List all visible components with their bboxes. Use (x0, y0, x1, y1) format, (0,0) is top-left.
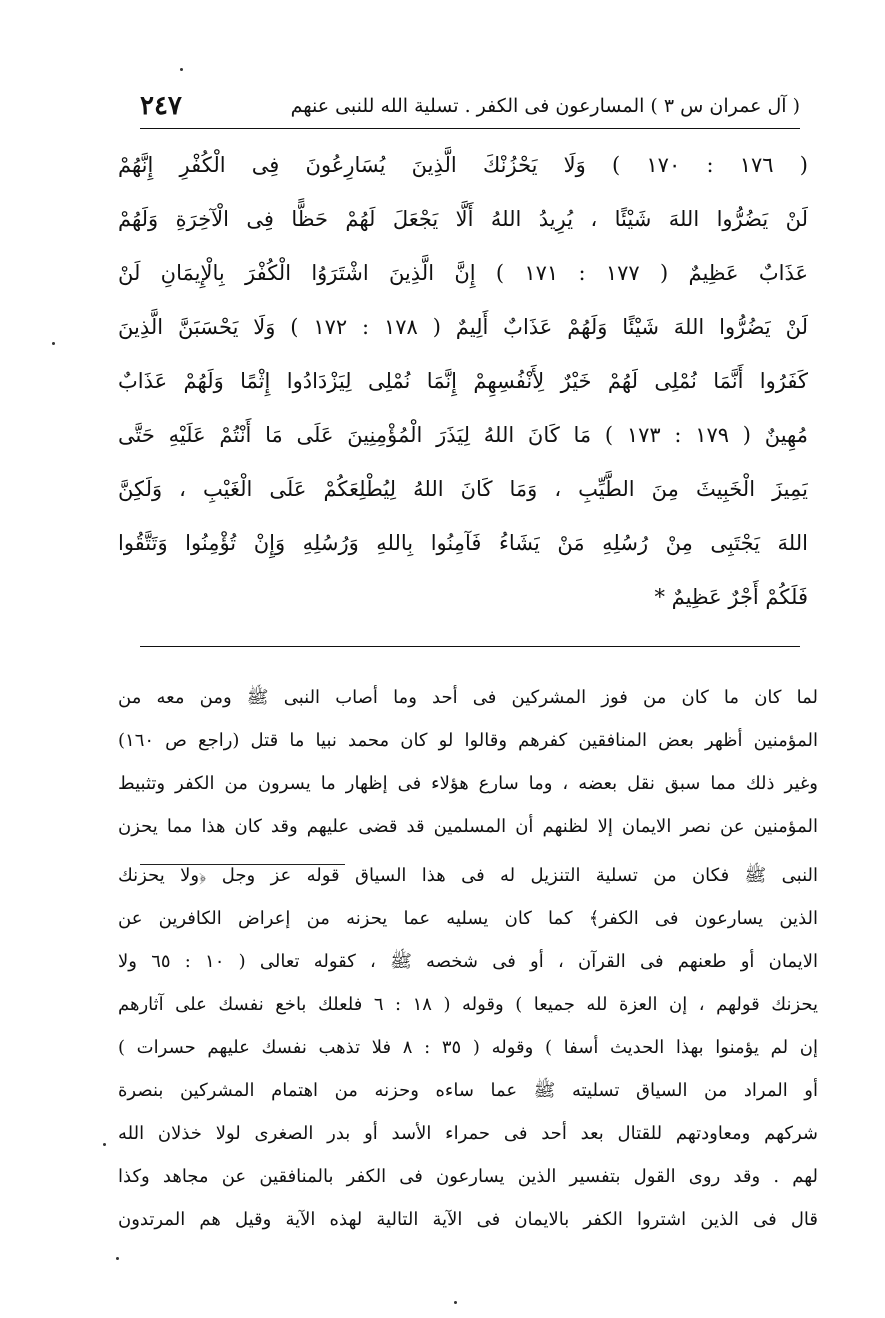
scan-speck (103, 1143, 106, 1146)
page-number: ٢٤٧ (140, 91, 182, 121)
verse-line: اللهَ يَجْتَبِى مِنْ رُسُلِهِ مَنْ يَشَاءُ فَآمِنُوا بِاللهِ وَرُسُلِهِ وَإِنْ تُؤْمِنُوا وَتَتَّقُوا (118, 531, 808, 555)
commentary-line: المؤمنين عن نصر الايمان إلا لظنهم أن المسلمين قد قضى عليهم وقد كان هذا مما يحزن (118, 816, 818, 837)
footnote-separator (140, 864, 345, 865)
section-divider (140, 646, 800, 647)
header-rule (140, 128, 800, 129)
verse-line: ( ١٧٦ : ١٧٠ ) وَلَا يَحْزُنْكَ الَّذِينَ يُسَارِعُونَ فِى الْكُفْرِ إِنَّهُمْ (118, 153, 808, 177)
running-header (140, 84, 800, 128)
commentary-line: لما كان ما كان من فوز المشركين فى أحد وما أصاب النبى ﷺ ومن معه من (118, 687, 818, 708)
verse-line: فَلَكُمْ أَجْرٌ عَظِيمٌ * (654, 585, 808, 609)
commentary-line: أو المراد من السياق تسليته ﷺ عما ساءه وحزنه من اهتمام المشركين بنصرة (118, 1080, 818, 1101)
commentary-line: إن لم يؤمنوا بهذا الحديث أسفا ) وقوله ( ٣٥ : ٨ فلا تذهب نفسك عليهم حسرات ) (118, 1037, 818, 1058)
verse-line: مُهِينٌ ( ١٧٩ : ١٧٣ ) مَا كَانَ اللهُ لِيَذَرَ الْمُؤْمِنِينَ عَلَى مَا أَنْتُمْ عَلَيْهِ حَتَّى (118, 423, 808, 447)
verse-line: لَنْ يَضُرُّوا اللهَ شَيْئًا ، يُرِيدُ اللهُ أَلَّا يَجْعَلَ لَهُمْ حَظًّا فِى الْآخِرَةِ وَلَهُمْ (118, 207, 808, 231)
commentary-line: قال فى الذين اشتروا الكفر بالايمان فى الآية التالية لهذه الآية وقيل هم المرتدون (118, 1209, 818, 1230)
scan-speck (52, 342, 55, 345)
commentary-line: لهم . وقد روى القول بتفسير الذين يسارعون فى الكفر بالمنافقين عن مجاهد وكذا (118, 1166, 818, 1187)
verse-line: كَفَرُوا أَنَّمَا نُمْلِى لَهُمْ خَيْرٌ لِأَنْفُسِهِمْ إِنَّمَا نُمْلِى لِيَزْدَادُوا إِثْمًا وَلَهُمْ عَذَابٌ (118, 369, 808, 393)
commentary-line: الايمان أو طعنهم فى القرآن ، أو فى شخصه ﷺ ، كقوله تعالى ( ١٠ : ٦٥ ولا (118, 951, 818, 972)
commentary-line: يحزنك قولهم ، إن العزة لله جميعا ) وقوله ( ١٨ : ٦ فلعلك باخع نفسك على آثارهم (118, 994, 818, 1015)
commentary-line: الذين يسارعون فى الكفر﴾ كما كان يسليه عما يحزنه من إعراض الكافرين عن (118, 908, 818, 929)
commentary-line: النبى ﷺ فكان من تسلية التنزيل له فى هذا السياق قوله عز وجل ﴿ولا يحزنك (118, 865, 818, 886)
commentary-line: شركهم ومعاودتهم للقتال بعد أحد فى حمراء الأسد أو بدر الصغرى لولا خذلان الله (118, 1123, 818, 1144)
commentary-line: المؤمنين أظهر بعض المنافقين كفرهم وقالوا لو كان محمد نبيا ما قتل (راجع ص ١٦٠) (118, 730, 818, 751)
commentary-block (118, 676, 818, 1241)
scan-speck (180, 68, 183, 71)
verse-line: عَذَابٌ عَظِيمٌ ( ١٧٧ : ١٧١ ) إِنَّ الَّذِينَ اشْتَرَوُا الْكُفْرَ بِالْإِيمَانِ لَنْ (118, 261, 808, 285)
quran-verses-block (118, 138, 808, 624)
commentary-line: وغير ذلك مما سبق نقل بعضه ، وما سارع هؤلاء فى إظهار ما يسرون من الكفر وتثبيط (118, 773, 818, 794)
verse-line: يَمِيزَ الْخَبِيثَ مِنَ الطَّيِّبِ ، وَمَا كَانَ اللهُ لِيُطْلِعَكُمْ عَلَى الْغَيْبِ ، وَلَكِنَّ (118, 477, 808, 501)
scan-speck (116, 1257, 119, 1260)
verse-line: لَنْ يَضُرُّوا اللهَ شَيْئًا وَلَهُمْ عَذَابٌ أَلِيمٌ ( ١٧٨ : ١٧٢ ) وَلَا يَحْسَبَنَّ الَّذِينَ (118, 315, 808, 339)
header-title: ( آل عمران س ٣ ) المسارعون فى الكفر . تسلية الله للنبى عنهم (290, 95, 800, 117)
scan-speck (454, 1301, 457, 1304)
